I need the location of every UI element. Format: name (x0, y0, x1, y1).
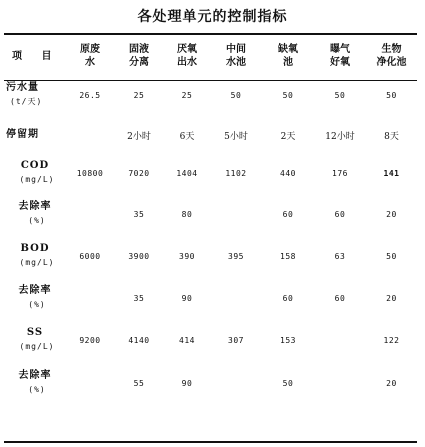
column-header: 中间 水池 (226, 44, 246, 68)
table-cell: 60 (282, 293, 294, 303)
table-title: 各处理单元的控制指标 (137, 9, 288, 25)
table-cell: 9200 (79, 335, 101, 345)
table-cell: 20 (386, 209, 397, 219)
table-cell: 2天 (280, 131, 296, 142)
table-cell (210, 278, 262, 318)
table-cell (210, 362, 262, 404)
row-label: 去除率 (%) (18, 201, 52, 225)
table-cell: 141 (383, 168, 400, 178)
table-cell: 20 (386, 378, 397, 388)
table-cell: 80 (181, 209, 193, 219)
table-cell: 55 (133, 378, 145, 388)
table-cell (314, 362, 366, 404)
table-cell: 395 (228, 251, 244, 261)
table-row (4, 278, 417, 318)
row-label: SS (mg/L) (19, 327, 55, 351)
table-row (4, 318, 417, 362)
column-header: 固液 分离 (129, 44, 149, 68)
table-cell: 176 (332, 168, 348, 178)
table-row (4, 362, 417, 404)
table-cell (210, 194, 262, 234)
column-header: 缺氧 池 (278, 44, 298, 68)
table-cell: 50 (282, 378, 294, 388)
table-row (4, 152, 417, 194)
table-cell: 90 (181, 293, 193, 303)
row-label: 污水量 (t/天) (6, 82, 43, 106)
table-cell: 90 (181, 378, 193, 388)
column-header: 原废 水 (80, 44, 100, 68)
table-cell: 4140 (128, 335, 150, 345)
table-cell: 26.5 (79, 90, 101, 100)
table-cell: 6天 (179, 131, 195, 142)
table-cell: 6000 (79, 251, 101, 261)
table-row (4, 118, 417, 152)
row-label: 去除率 (%) (18, 285, 52, 309)
table-cell: 1404 (176, 168, 198, 178)
table-cell: 50 (230, 90, 242, 100)
table-cell: 50 (386, 251, 397, 261)
table-cell: 2小时 (127, 131, 151, 142)
header-row (4, 40, 417, 72)
table-cell (66, 118, 114, 152)
column-header: 曝气 好氧 (330, 44, 350, 68)
table-cell: 1102 (225, 168, 247, 178)
control-index-table (4, 40, 417, 404)
column-header: 生物 净化池 (376, 44, 407, 68)
table-cell: 63 (334, 251, 346, 261)
table-cell: 10800 (76, 168, 104, 178)
table-cell: 35 (133, 293, 145, 303)
table-row (4, 234, 417, 278)
table-row (4, 194, 417, 234)
table-cell (314, 318, 366, 362)
table-cell: 20 (386, 293, 397, 303)
table-cell: 390 (179, 251, 195, 261)
table-cell: 307 (228, 335, 244, 345)
row-label: BOD (mg/L) (19, 243, 55, 267)
table-cell: 25 (133, 90, 145, 100)
table-cell: 60 (282, 209, 294, 219)
table-cell: 414 (179, 335, 195, 345)
table-cell: 153 (280, 335, 296, 345)
table-cell: 8天 (384, 131, 399, 142)
table-cell: 440 (280, 168, 296, 178)
table-cell: 60 (334, 209, 346, 219)
table-cell: 50 (282, 90, 294, 100)
table-cell (66, 194, 114, 234)
bottom-rule (4, 441, 417, 443)
table-cell: 60 (334, 293, 346, 303)
top-rule (4, 33, 417, 35)
table-cell: 12小时 (325, 131, 355, 142)
row-label: COD (mg/L) (19, 160, 55, 184)
table-cell: 50 (334, 90, 346, 100)
row-label: 去除率 (%) (18, 370, 52, 394)
table-cell: 35 (133, 209, 145, 219)
table-row (4, 72, 417, 118)
table-cell: 158 (280, 251, 296, 261)
item-header: 项 目 (12, 50, 60, 62)
table-cell (66, 362, 114, 404)
table-cell: 7020 (128, 168, 150, 178)
table-cell: 122 (383, 335, 400, 345)
table-cell: 5小时 (224, 131, 248, 142)
table-cell: 50 (386, 90, 397, 100)
table-cell: 25 (181, 90, 193, 100)
column-header: 厌氧 出水 (177, 44, 197, 68)
table-cell: 3900 (128, 251, 150, 261)
table-cell (66, 278, 114, 318)
row-label: 停留期 (6, 129, 39, 140)
